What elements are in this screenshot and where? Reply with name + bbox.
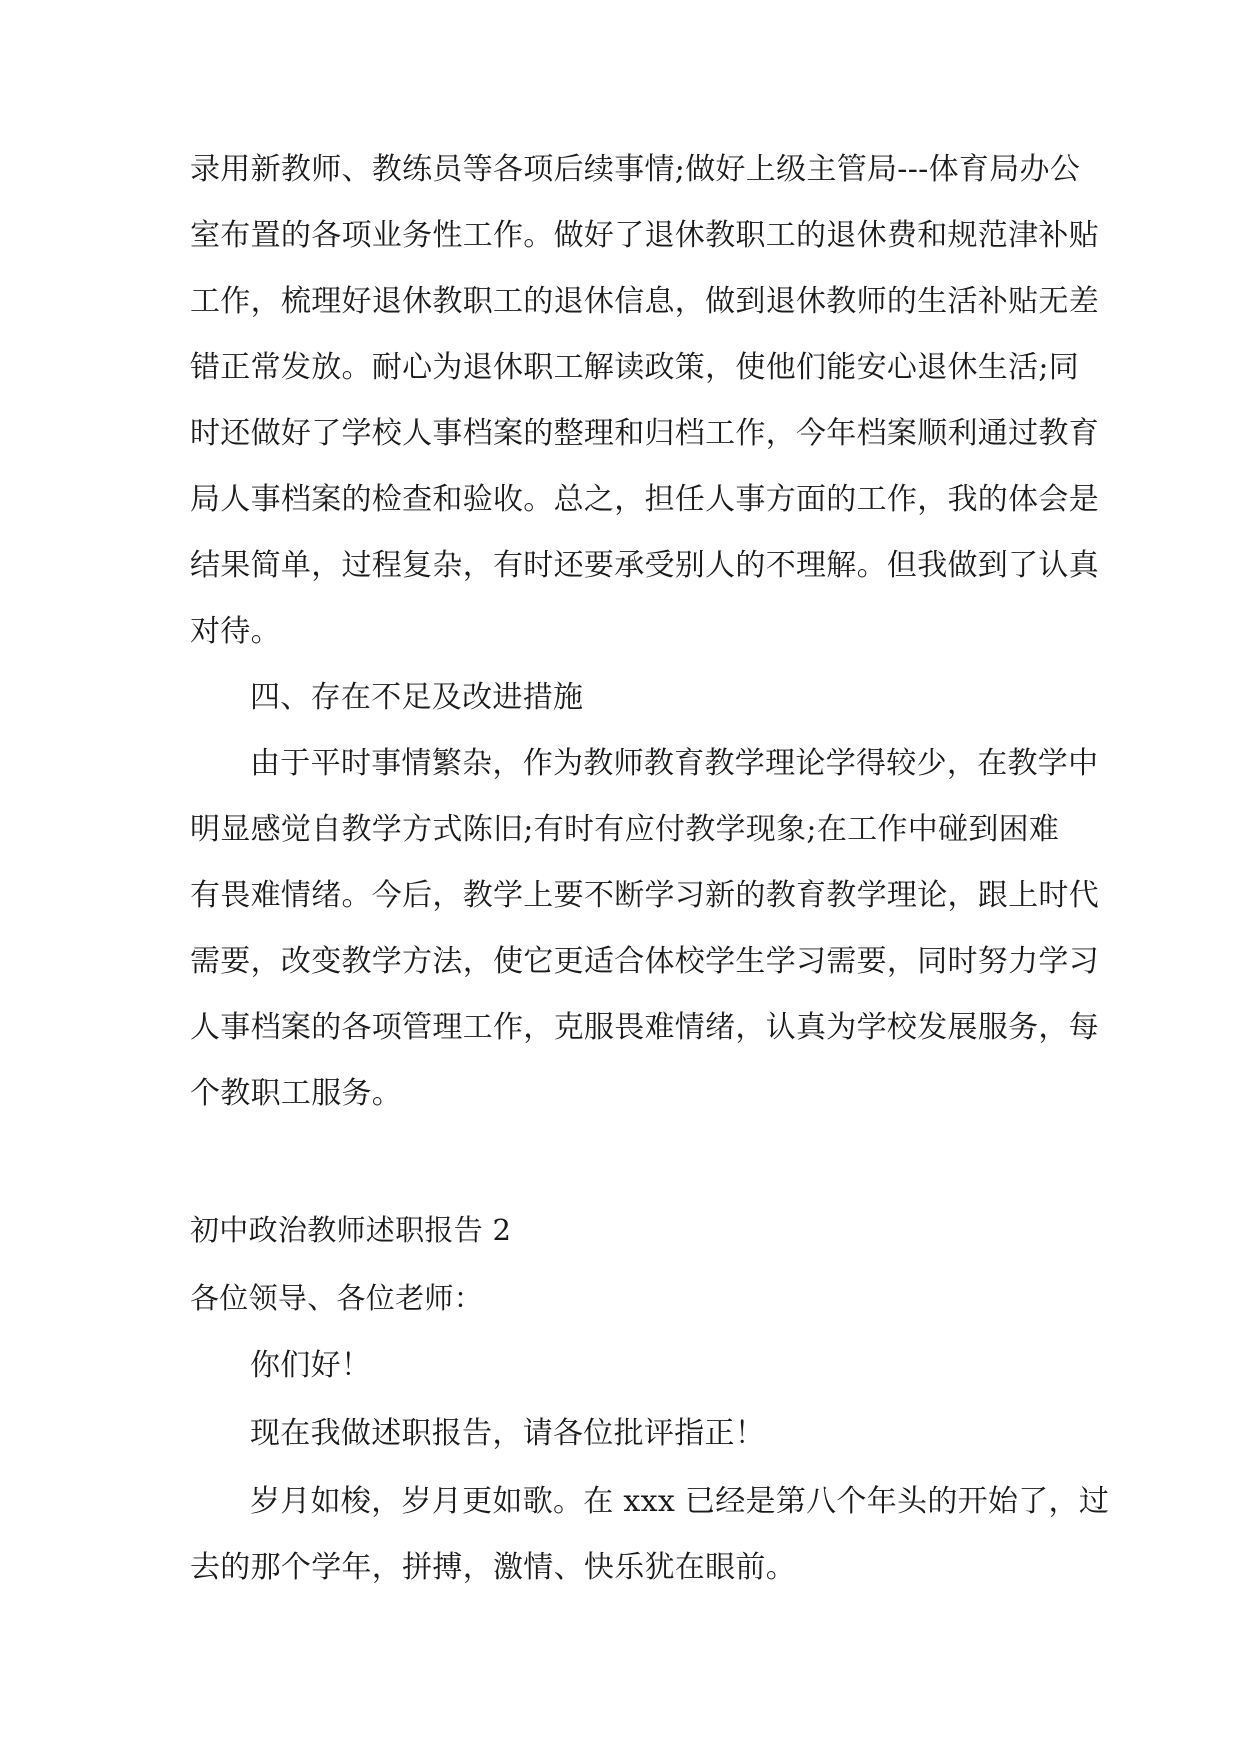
body-text-line: 去的那个学年，拼搏，激情、快乐犹在眼前。	[190, 1550, 796, 1585]
body-text-line: 错正常发放。耐心为退休职工解读政策，使他们能安心退休生活;同	[190, 350, 1080, 385]
body-text-line: 工作，梳理好退休教职工的退休信息，做到退休教师的生活补贴无差	[190, 284, 1099, 319]
body-text-line: 人事档案的各项管理工作，克服畏难情绪，认真为学校发展服务，每	[190, 1010, 1099, 1045]
body-text-line: 由于平时事情繁杂，作为教师教育教学理论学得较少，在教学中	[250, 746, 1099, 781]
body-text-line: 明显感觉自教学方式陈旧;有时有应付教学现象;在工作中碰到困难	[190, 812, 1060, 847]
report-title: 初中政治教师述职报告 2	[190, 1213, 512, 1247]
section-heading: 四、存在不足及改进措施	[250, 680, 584, 715]
body-text-line: 结果简单，过程复杂，有时还要承受别人的不理解。但我做到了认真	[190, 548, 1099, 583]
body-text-line: 个教职工服务。	[190, 1076, 403, 1111]
body-text-line: 岁月如梭，岁月更如歌。在 xxx 已经是第八个年头的开始了，过	[250, 1484, 1110, 1519]
body-text-line: 局人事档案的检查和验收。总之，担任人事方面的工作，我的体会是	[190, 482, 1099, 517]
salutation: 各位领导、各位老师：	[190, 1281, 484, 1315]
body-text-line: 有畏难情绪。今后，教学上要不断学习新的教育教学理论，跟上时代	[190, 878, 1099, 913]
body-text-line: 录用新教师、教练员等各项后续事情;做好上级主管局---体育局办公	[190, 152, 1081, 187]
body-text-line: 对待。	[190, 614, 281, 649]
body-text-line: 室布置的各项业务性工作。做好了退休教职工的退休费和规范津补贴	[190, 218, 1099, 253]
greeting: 你们好！	[250, 1348, 372, 1383]
body-text-line: 需要，改变教学方法，使它更适合体校学生学习需要，同时努力学习	[190, 944, 1099, 979]
body-text-line: 时还做好了学校人事档案的整理和归档工作，今年档案顺利通过教育	[190, 416, 1099, 451]
intro-text: 现在我做述职报告，请各位批评指正！	[250, 1416, 766, 1451]
